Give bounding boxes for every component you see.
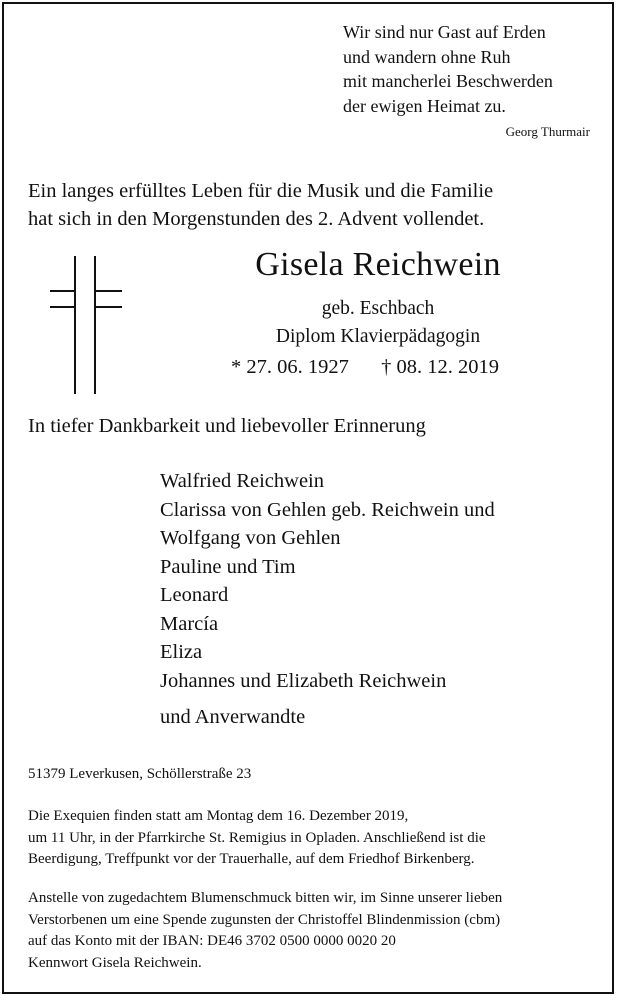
poem-line: und wandern ohne Ruh: [343, 46, 511, 67]
relatives-line: und Anverwandte: [160, 706, 306, 728]
intro-text: [28, 178, 493, 233]
birth-date: * 27. 06. 1927: [231, 356, 349, 378]
address: 51379 Leverkusen, Schöllerstraße 23: [28, 766, 252, 782]
donation-info: [28, 888, 502, 974]
donation-info-line: auf das Konto mit der IBAN: DE46 3702 0500 0000 0020 20: [28, 933, 396, 949]
poem-author: Georg Thurmair: [505, 124, 590, 139]
mourner-name: Wolfgang von Gehlen: [160, 527, 341, 549]
mourner-name: Pauline und Tim: [160, 555, 296, 578]
poem: [343, 20, 553, 118]
deceased-name: Gisela Reichwein: [255, 246, 501, 283]
mourner-name: Walfried Reichwein: [160, 470, 324, 492]
profession: Diplom Klavierpädagogin: [275, 326, 481, 347]
funeral-info-line: Beerdigung, Treffpunkt vor der Trauerhalle, auf dem Friedhof Birkenberg.: [28, 851, 475, 867]
intro-line: Ein langes erfülltes Leben für die Musik und die Familie: [28, 180, 494, 202]
intro-line: hat sich in den Morgenstunden des 2. Advent vollendet.: [28, 207, 485, 230]
mourner-name: Johannes und Elizabeth Reichwein: [160, 669, 447, 692]
donation-info-line: Verstorbenen um eine Spende zugunsten der Christoffel Blindenmission (cbm): [28, 911, 501, 928]
funeral-info-line: um 11 Uhr, in der Pfarrkirche St. Remigius in Opladen. Anschließend ist die: [28, 829, 486, 846]
donation-info-line: Anstelle von zugedachtem Blumenschmuck bitten wir, im Sinne unserer lieben: [28, 890, 503, 906]
life-dates: [231, 356, 499, 379]
poem-line: Wir sind nur Gast auf Erden: [343, 22, 546, 42]
mourner-name: Eliza: [160, 641, 203, 663]
gratitude-line: In tiefer Dankbarkeit und liebevoller Erinnerung: [28, 415, 426, 437]
mourner-name: Marcía: [160, 612, 219, 635]
donation-info-line: Kennwort Gisela Reichwein.: [28, 954, 202, 971]
mourners-list: [160, 467, 495, 695]
poem-line: der ewigen Heimat zu.: [343, 95, 506, 116]
funeral-info-line: Die Exequien finden statt am Montag dem 16. Dezember 2019,: [28, 808, 409, 824]
maiden-name: geb. Eschbach: [321, 298, 435, 319]
poem-line: mit mancherlei Beschwerden: [343, 71, 553, 91]
death-date: † 08. 12. 2019: [381, 356, 499, 378]
funeral-info: [28, 806, 486, 871]
mourner-name: Leonard: [160, 584, 229, 606]
mourner-name: Clarissa von Gehlen geb. Reichwein und: [160, 498, 495, 521]
